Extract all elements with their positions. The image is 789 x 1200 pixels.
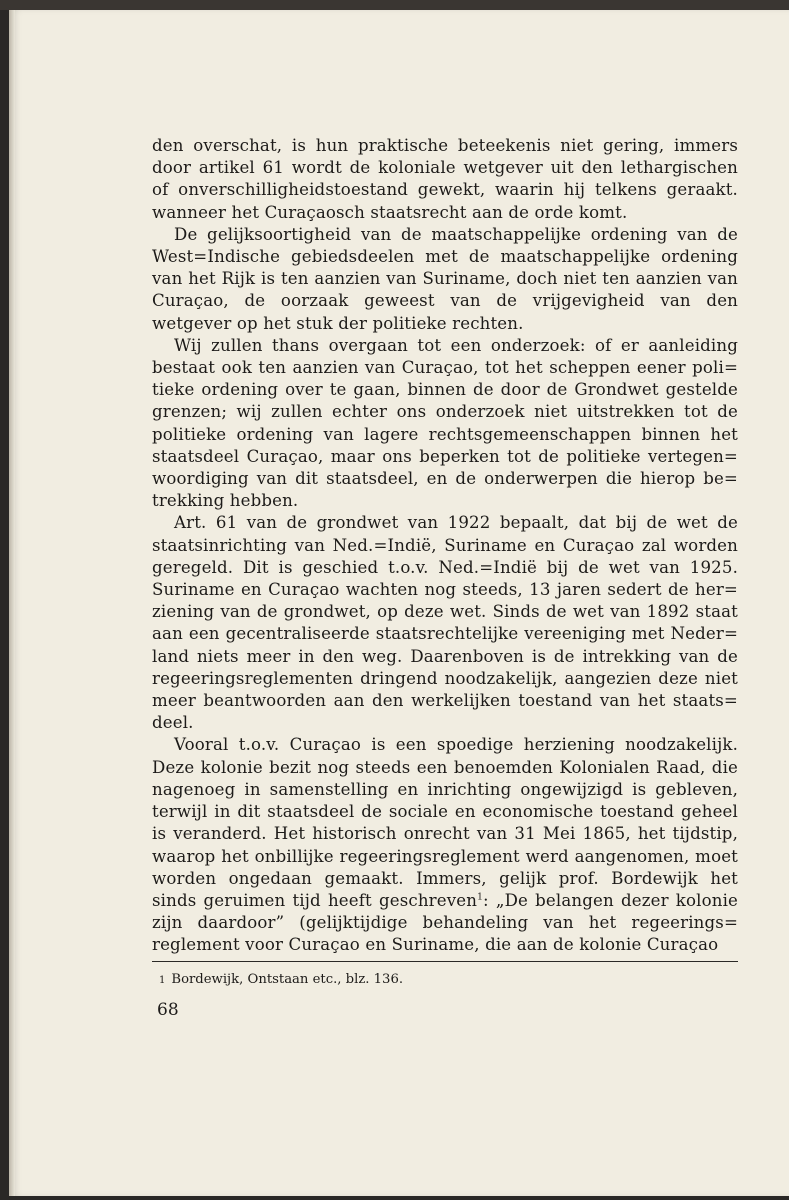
paragraph-3: Wij zullen thans overgaan tot een onderzoek: of er aanleiding bestaat ook ten aanzien van Curaçao, tot het scheppen eener poli= tieke ordening over te gaan, binnen de door de Grondwet gestelde grenzen; wij zullen echter ons onderzoek niet uitstrekken tot de politieke ordening van lagere rechtsgemeenschappen binnen het staatsdeel Curaçao, maar ons beperken tot de politieke vertegen= woordiging van dit staatsdeel, en de onderwerpen die hierop be= trekking hebben. — [152, 335, 738, 511]
paragraph-5-tail: : „De belangen dezer kolonie zijn daardoor” (gelijktijdige behandeling van het regeerings= reglement voor Curaçao en Suriname, die aan de kolonie Curaçao — [152, 890, 738, 955]
footnote-marker: 1 — [159, 975, 166, 986]
footnote-divider — [152, 961, 738, 962]
scan-top-border — [0, 0, 789, 10]
paragraph-1: den overschat, is hun praktische beteekenis niet gering, immers door artikel 61 wordt de koloniale wetgever uit den lethargischen of onverschilligheidstoestand gewekt, waarin hij telkens geraakt. wanneer het Curaçaosch staatsrecht aan de orde komt. — [152, 136, 738, 222]
page-number: 68 — [157, 1000, 179, 1020]
paragraph-4: Art. 61 van de grondwet van 1922 bepaalt, dat bij de wet de staatsinrichting van Ned.=Indië, Suriname en Curaçao zal worden geregeld. Dit is geschied t.o.v. Ned.=Indië bij de wet van 1925. Suriname en Curaçao wachten nog steeds, 13 jaren sedert de her= ziening van de grondwet, op deze wet. Sinds de wet van 1892 staat aan een gecentraliseerde staatsrechtelijke vereeniging met Neder= land niets meer in den weg. Daarenboven is de intrekking van de regeeringsreglementen dringend noodzakelijk, aangezien deze niet meer beantwoorden aan den werkelijken toestand van het staats= deel. — [152, 513, 738, 733]
footnote-reference: 1 — [477, 892, 483, 903]
paragraph-5 — [152, 734, 738, 956]
footnote — [159, 972, 403, 987]
paragraph-2: De gelijksoortigheid van de maatschappelijke ordening van de West=Indische gebiedsdeelen met de maatschappelijke ordening van het Rijk is ten aanzien van Suriname, doch niet ten aanzien van Curaçao, de oorzaak geweest van de vrijgevigheid van den wetgever op het stuk der politieke rechten. — [152, 224, 738, 333]
page-binding-edge — [9, 10, 15, 1196]
footnote-text: Bordewijk, Ontstaan etc., blz. 136. — [171, 972, 404, 987]
body-text — [152, 135, 738, 957]
paragraph-5-text: Vooral t.o.v. Curaçao is een spoedige herziening noodzakelijk. Deze kolonie bezit nog steeds een benoemden Kolonialen Raad, die nagenoeg in samenstelling en inrichting ongewijzigd is gebleven, terwijl in dit staatsdeel de sociale en economische toestand geheel is veranderd. Het historisch onrecht van 31 Mei 1865, het tijdstip, waarop het onbillijke regeeringsreglement werd aangenomen, moet worden ongedaan gemaakt. Immers, gelijk prof. Bordewijk het sinds geruimen tijd heeft geschreven — [152, 735, 738, 910]
